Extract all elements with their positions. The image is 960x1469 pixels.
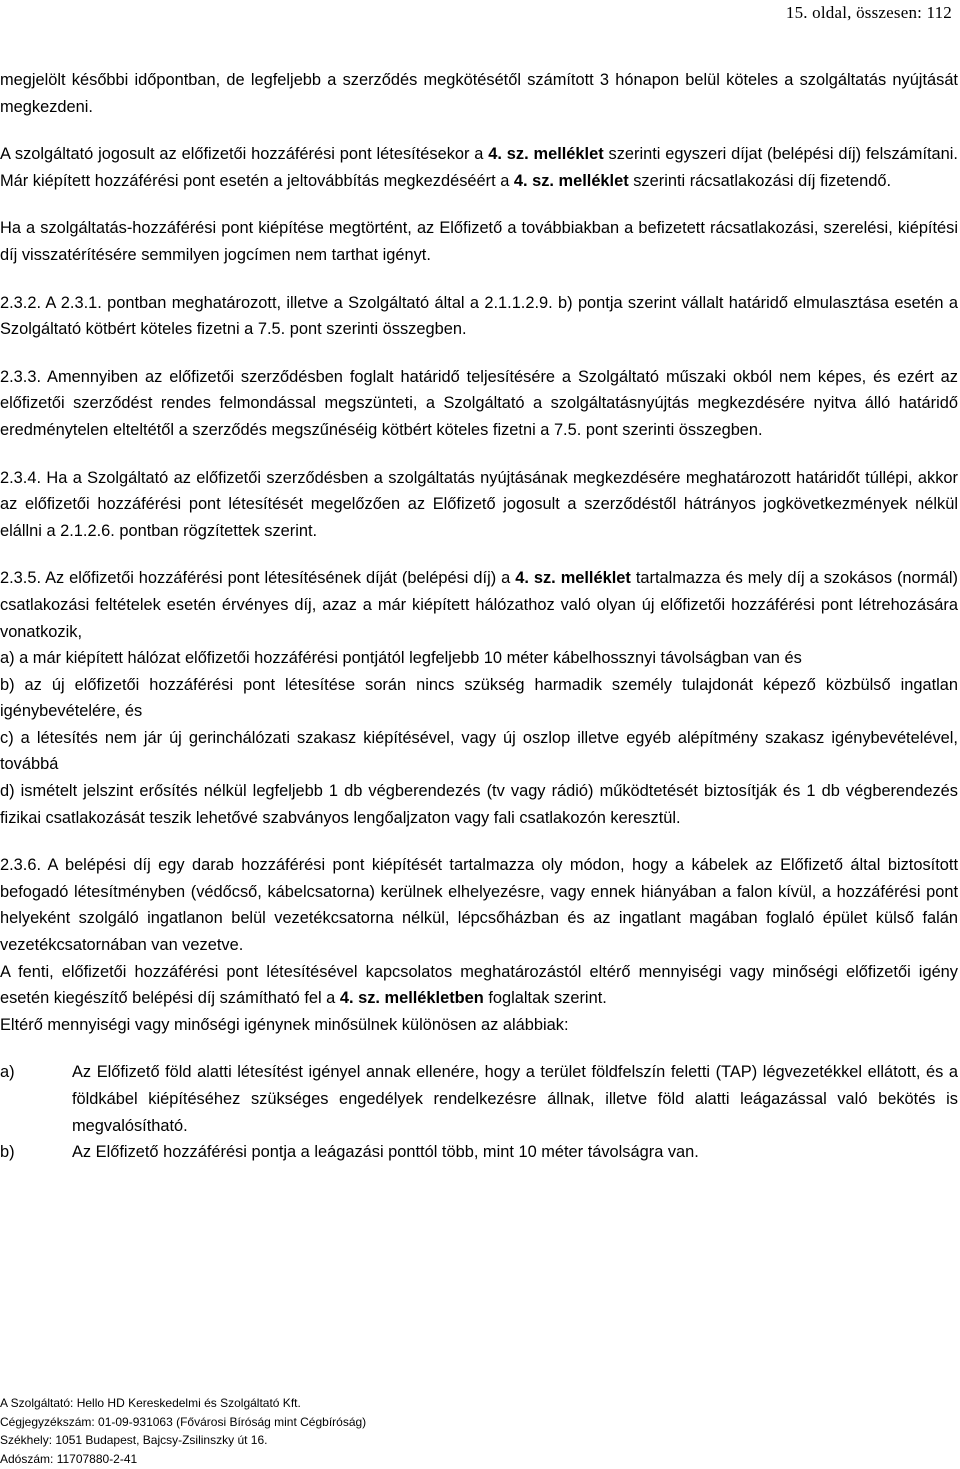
paragraph-2-3-6: 2.3.6. A belépési díj egy darab hozzáférési pont kiépítését tartalmazza oly módon, hogy a kábelek az Előfizető által biztosított befogadó létesítményben (védőcső, kábelcsatorna) kerülnek elhelyezésre, vagy ennek hiányában a falon kívül, a hozzáférési pont helyeként szolgáló ingatlanon belül vezetékcsatorna nélkül, lépcsőházban és az ingatlant magában foglaló épület külső falán vezetékcsatornában van vezetve.: [0, 856, 958, 955]
paragraph-extra-fee: [0, 959, 958, 1012]
annex-reference: 4. sz. melléklet: [515, 569, 631, 588]
paragraph-list-intro: Eltérő mennyiségi vagy minőségi igénynek minősülnek különösen az alábbiak:: [0, 1015, 569, 1034]
list-item: [0, 1139, 958, 1166]
page-number: 15. oldal, összesen: 112: [785, 3, 952, 22]
footer-address: Székhely: 1051 Budapest, Bajcsy-Zsilinszky út 16.: [0, 1433, 268, 1447]
condition-item-a: a) a már kiépített hálózat előfizetői hozzáférési pontjától legfeljebb 10 méter kábelhossznyi távolságban van és: [0, 649, 802, 668]
condition-item-d: d) ismételt jelszint erősítés nélkül legfeljebb 1 db végberendezés (tv vagy rádió) működtetését biztosítják és 1 db végberendezés fizikai csatlakozását teszik lehetővé szabványos lengőaljzaton vagy fali csatlakozón keresztül.: [0, 782, 958, 827]
paragraph-2-3-2: 2.3.2. A 2.3.1. pontban meghatározott, illetve a Szolgáltató által a 2.1.1.2.9. b) pontja szerint vállalt határidő elmulasztása esetén a Szolgáltató kötbért köteles fizetni a 7.5. pont szerinti összegben.: [0, 293, 958, 339]
paragraph-entry-fee: [0, 141, 958, 194]
condition-item-c: c) a létesítés nem jár új gerinchálózati szakasz kiépítésével, vagy új oszlop illetve egyéb alépítmény szakasz igénybevételével, továbbá: [0, 728, 958, 774]
list-item: [0, 1059, 958, 1139]
text-run: A fenti, előfizetői hozzáférési pont létesítésével kapcsolatos meghatározástól eltérő mennyiségi vagy minőségi előfizetői igény esetén kiegészítő belépési díj számítható fel a: [0, 962, 958, 1008]
annex-reference: 4. sz. melléklet: [488, 145, 604, 164]
condition-item-b: b) az új előfizetői hozzáférési pont létesítése során nincs szükség harmadik személy tulajdonát képező közbülső ingatlan igénybevételére, és: [0, 675, 958, 721]
text-run: szerinti egyszeri díjat (belépési díj) felszámítani. Már kiépített hozzáférési pont esetén a jeltovábbítás megkezdéséért a: [0, 145, 958, 190]
list-marker: b): [0, 1143, 15, 1162]
text-run: tartalmazza és mely díj a szokásos (normál) csatlakozási feltételek esetén érvényes díj, azaz a már kiépített hálózathoz való olyan új előfizetői hozzáférési pont létrehozására vonatkozik,: [0, 569, 958, 641]
text-run: foglaltak szerint.: [483, 989, 607, 1008]
text-run: 2.3.5. Az előfizetői hozzáférési pont létesítésének díját (belépési díj) a: [0, 569, 516, 588]
paragraph-2-3-5: [0, 565, 958, 645]
annex-reference: 4. sz. melléklet: [513, 171, 629, 190]
paragraph-2-3-4: 2.3.4. Ha a Szolgáltató az előfizetői szerződésben a szolgáltatás nyújtásának megkezdésére meghatározott határidőt túllépi, akkor az előfizetői hozzáférési pont létesítését megelőzően az Előfizető jogosult a szerződéstől hátrányos jogkövetkezmények nélkül elállni a 2.1.2.6. pontban rögzítettek szerint.: [0, 468, 958, 540]
text-run: szerinti rácsatlakozási díj fizetendő.: [628, 171, 892, 190]
footer-tax-number: Adószám: 11707880-2-41: [0, 1451, 138, 1466]
list-marker: a): [0, 1063, 15, 1082]
document-body: [0, 67, 958, 1166]
paragraph-2-3-3: 2.3.3. Amennyiben az előfizetői szerződésben foglalt határidő teljesítésére a Szolgáltató műszaki okból nem képes, és ezért az előfizetői szerződést rendes felmondással megszünteti, a Szolgáltató a szolgáltatásnyújtás megkezdésére nyitva álló határidő eredménytelen elteltétől a szerződés megszűnéséig kötbért köteles fizetni a 7.5. pont szerinti összegben.: [0, 367, 958, 439]
company-footer: [0, 1394, 366, 1468]
list-item-text: Az Előfizető hozzáférési pontja a leágazási ponttól több, mint 10 méter távolságra van.: [72, 1143, 699, 1162]
text-run: A szolgáltató jogosult az előfizetői hozzáférési pont létesítésekor a: [0, 145, 489, 164]
annex-reference: 4. sz. mellékletben: [339, 989, 484, 1008]
footer-registration: Cégjegyzékszám: 01-09-931063 (Fővárosi Bíróság mint Cégbíróság): [0, 1414, 367, 1429]
list-item-text: Az Előfizető föld alatti létesítést igényel annak ellenére, hogy a terület földfelszín feletti (TAP) légvezetékkel ellátott, és a földkábel kiépítéséhez szükséges engedélyek rendelkezésre állnak, illetve föld alatti leágazással való bekötés is megvalósítható.: [72, 1063, 958, 1135]
paragraph-service-start: megjelölt későbbi időpontban, de legfeljebb a szerződés megkötésétől számított 3 hónapon belül köteles a szolgáltatás nyújtását megkezdeni.: [0, 71, 958, 116]
paragraph-no-refund: Ha a szolgáltatás-hozzáférési pont kiépítése megtörtént, az Előfizető a továbbiakban a befizetett rácsatlakozási, szerelési, kiépítési díj visszatérítésére semmilyen jogcímen nem tarthat igényt.: [0, 219, 958, 264]
footer-company-name: A Szolgáltató: Hello HD Kereskedelmi és Szolgáltató Kft.: [0, 1396, 301, 1410]
